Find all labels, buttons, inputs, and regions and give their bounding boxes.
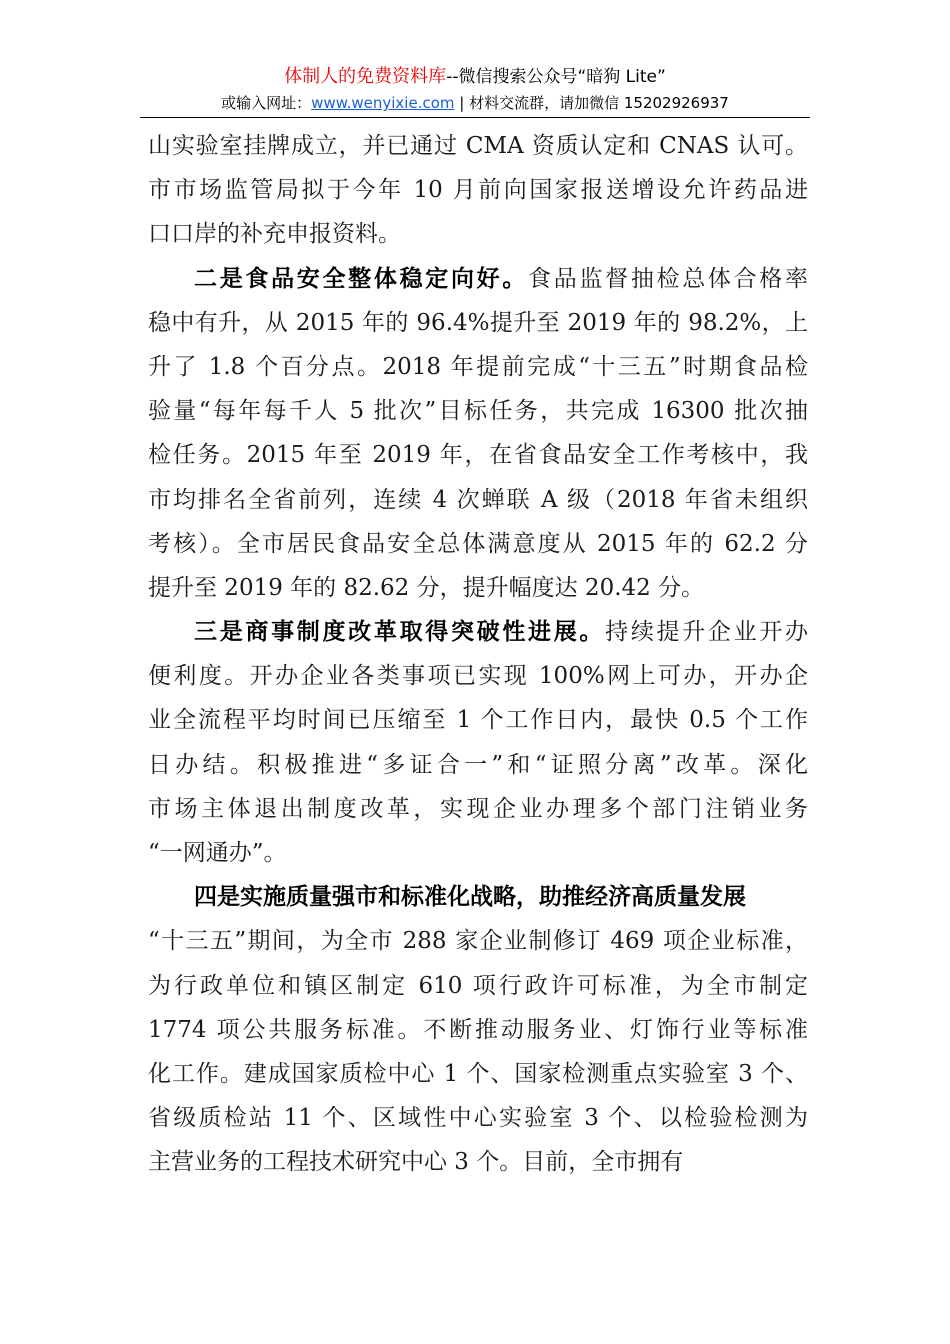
text-line: 1774 项公共服务标准。不断推动服务业、灯饰行业等标准 <box>148 1016 808 1043</box>
text-line: 日办结。积极推进“多证合一”和“证照分离”改革。深化 <box>148 751 808 778</box>
text-line: 市场主体退出制度改革，实现企业办理多个部门注销业务 <box>148 795 808 822</box>
paragraph-text: 食品监督抽检总体合格率 <box>528 265 809 292</box>
paragraph-lead: 四是实施质量强市和标准化战略，助推经济高质量发展 <box>194 884 746 911</box>
header-divider <box>140 117 810 118</box>
website-link[interactable]: www.wenyixie.com <box>311 94 455 112</box>
text-line: 主营业务的工程技术研究中心 3 个。目前，全市拥有 <box>148 1149 684 1176</box>
page-header <box>140 66 810 114</box>
brand-suffix: --微信搜索公众号“暗狗 Lite” <box>446 67 666 87</box>
text-line: 口口岸的补充申报资料。 <box>148 221 401 248</box>
paragraph-text: 持续提升企业开办 <box>605 619 809 646</box>
text-line: 验量“每年每千人 5 批次”目标任务，共完成 16300 批次抽 <box>148 398 808 425</box>
paragraph-lead: 三是商事制度改革取得突破性进展。 <box>194 619 606 646</box>
text-line <box>148 257 808 301</box>
document-body <box>148 124 808 1185</box>
text-line: 化工作。建成国家质检中心 1 个、国家检测重点实验室 3 个、 <box>148 1060 808 1087</box>
text-line: 山实验室挂牌成立，并已通过 CMA 资质认定和 CNAS 认可。 <box>148 133 808 159</box>
contact-text: | 材料交流群，请加微信 15202926937 <box>454 94 729 112</box>
text-line: 提升至 2019 年的 82.62 分，提升幅度达 20.42 分。 <box>148 574 705 601</box>
text-line: 市均排名全省前列，连续 4 次蝉联 A 级（2018 年省未组织 <box>148 486 808 513</box>
text-line <box>148 610 808 654</box>
text-line: 考核）。全市居民食品安全总体满意度从 2015 年的 62.2 分 <box>148 530 808 557</box>
text-line: 省级质检站 11 个、区域性中心实验室 3 个、以检验检测为 <box>148 1105 808 1132</box>
url-prefix: 或输入网址： <box>221 94 312 112</box>
text-line: 市市场监管局拟于今年 10 月前向国家报送增设允许药品进 <box>148 177 808 204</box>
brand-text: 体制人的免费资料库 <box>284 66 447 87</box>
text-line: “十三五”期间，为全市 288 家企业制修订 469 项企业标准， <box>148 928 808 955</box>
text-line: 为行政单位和镇区制定 610 项行政许可标准，为全市制定 <box>148 972 808 999</box>
paragraph-lead: 二是食品安全整体稳定向好。 <box>194 265 529 292</box>
header-line-2 <box>140 92 810 114</box>
header-line-1 <box>140 66 810 88</box>
text-line: 检任务。2015 年至 2019 年，在省食品安全工作考核中，我 <box>148 442 808 469</box>
text-line <box>148 875 808 919</box>
text-line: 稳中有升，从 2015 年的 96.4%提升至 2019 年的 98.2%，上 <box>148 309 808 336</box>
text-line: “一网通办”。 <box>148 840 287 866</box>
text-line: 升了 1.8 个百分点。2018 年提前完成“十三五”时期食品检 <box>148 353 808 380</box>
text-line: 便利度。开办企业各类事项已实现 100%网上可办，开办企 <box>148 663 808 690</box>
text-line: 业全流程平均时间已压缩至 1 个工作日内，最快 0.5 个工作 <box>148 707 808 734</box>
